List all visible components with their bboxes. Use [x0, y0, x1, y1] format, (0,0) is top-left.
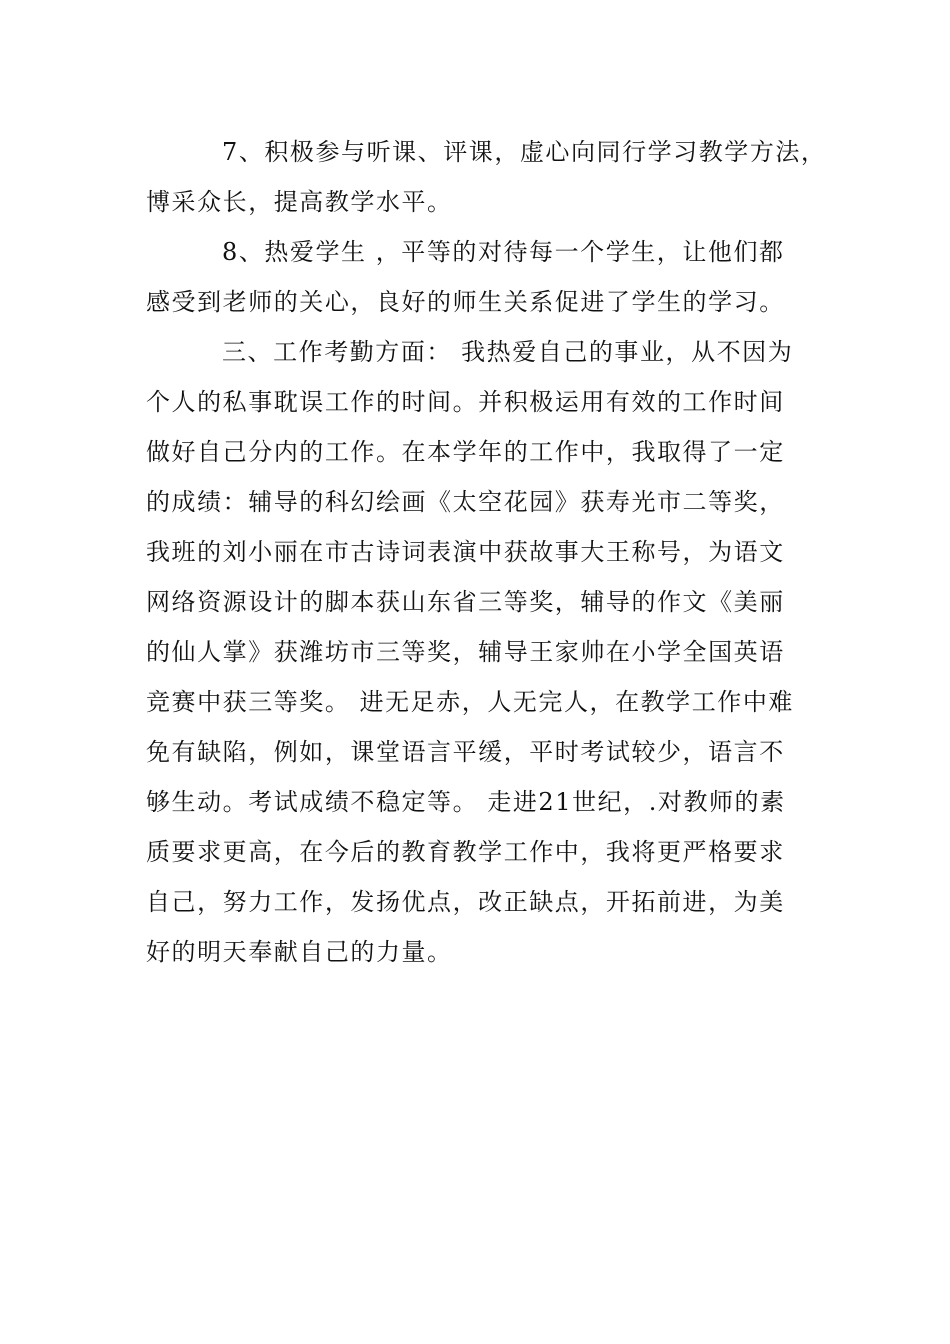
section-3-line-7: 的仙人掌》获潍坊市三等奖，辅导王家帅在小学全国英语 [146, 638, 785, 666]
section-3-line-4: 的成绩：辅导的科幻绘画《太空花园》获寿光市二等奖， [146, 488, 785, 516]
section-3-line-10: 够生动。考试成绩不稳定等。 走进21世纪，.对教师的素 [146, 788, 786, 816]
section-3-line-13: 好的明天奉献自己的力量。 [146, 938, 453, 966]
section-3-line-5: 我班的刘小丽在市古诗词表演中获故事大王称号，为语文 [146, 538, 785, 566]
section-3-line-8: 竞赛中获三等奖。 进无足赤，人无完人，在教学工作中难 [146, 688, 794, 716]
section-3-line-3: 做好自己分内的工作。在本学年的工作中，我取得了一定 [146, 438, 785, 466]
section-3-line-6: 网络资源设计的脚本获山东省三等奖，辅导的作文《美丽 [146, 588, 785, 616]
section-3-line-2: 个人的私事耽误工作的时间。并积极运用有效的工作时间 [146, 388, 785, 416]
section-3-line-1: 三、工作考勤方面： 我热爱自己的事业，从不因为 [222, 338, 794, 366]
section-3-line-11: 质要求更高，在今后的教育教学工作中，我将更严格要求 [146, 838, 785, 866]
paragraph-7-line-2: 博采众长，提高教学水平。 [146, 188, 453, 216]
paragraph-8-line-2: 感受到老师的关心，良好的师生关系促进了学生的学习。 [146, 288, 785, 316]
section-3-line-9: 免有缺陷，例如，课堂语言平缓，平时考试较少，语言不 [146, 738, 785, 766]
paragraph-8-line-1: 8、热爱学生 ，平等的对待每一个学生，让他们都 [222, 238, 785, 266]
section-3-line-12: 自己，努力工作，发扬优点，改正缺点，开拓前进，为美 [146, 888, 785, 916]
paragraph-7-line-1: 7、积极参与听课、评课，虚心向同行学习教学方法， [222, 138, 827, 166]
